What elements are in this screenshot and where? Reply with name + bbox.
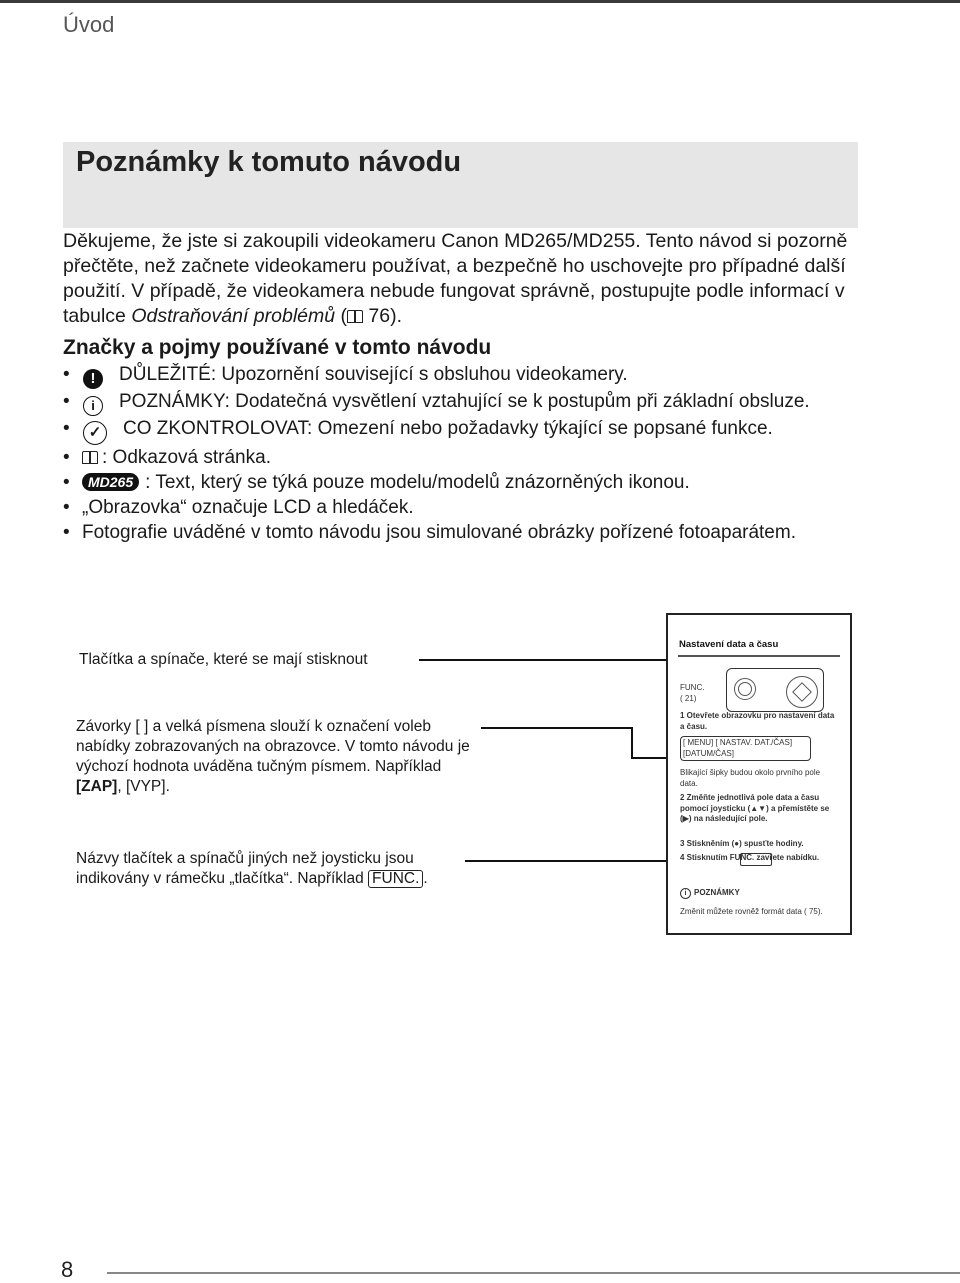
- intro-text: Děkujeme, že jste si zakoupili videokameru Canon MD265/MD255. Tento návod si pozorně přečtěte, než začnete videokameru používat, a bezpečně ho uschovejte pro případné další použití. V případě, že videokamera nebude fungovat správně, postupujte podle informací v tabulce: [63, 230, 848, 327]
- sample-title: Nastavení data a času: [679, 639, 779, 650]
- model-text: : Text, který se týká pouze modelu/modelů znázorněných ikonou.: [145, 472, 690, 493]
- brackets-text: Závorky [ ] a velká písmena slouží k označení voleb nabídky zobrazovaných na obrazovce. V tomto návodu je výchozí hodnota uváděna tučným písmem. Například: [76, 718, 470, 775]
- bold-example: [ZAP]: [76, 778, 118, 795]
- brackets-end: , [VYP].: [117, 778, 170, 795]
- callout-names: [76, 849, 476, 889]
- photos-text: Fotografie uváděné v tomto návodu jsou simulované obrázky pořízené fotoaparátem.: [82, 522, 796, 543]
- sample-notes: i POZNÁMKY: [680, 888, 840, 899]
- sample-notes-text: Změnit můžete rovněž formát data ( 75).: [680, 907, 823, 916]
- sample-page: [666, 613, 852, 935]
- leader-line: [631, 727, 633, 758]
- sample-step-3: 3 Stiskněním (●) spusťte hodiny.: [680, 839, 804, 848]
- sample-step-2: 2 Změňte jednotlivá pole data a času pomocí joysticku (▲▼) a přemístěte se (▶) na následující pole.: [680, 793, 830, 823]
- page-title: Poznámky k tomuto návodu: [76, 146, 462, 178]
- list-item: [63, 389, 883, 416]
- troubleshooting-ref: Odstraňování problémů: [131, 305, 336, 327]
- check-text: CO ZKONTROLOVAT: Omezení nebo požadavky týkající se popsané funkce.: [123, 418, 773, 439]
- list-item: [63, 470, 883, 495]
- book-icon: [82, 451, 98, 464]
- intro-paragraph: [63, 229, 863, 329]
- checkmark-icon: ✓: [83, 421, 107, 445]
- model-badge: MD265: [82, 473, 139, 491]
- sample-step-4: 4 Stisknutím FUNC. zavřete nabídku.: [680, 853, 820, 862]
- list-item: [63, 495, 883, 520]
- names-end: .: [423, 870, 428, 887]
- list-item: [63, 520, 883, 545]
- screen-text: „Obrazovka“ označuje LCD a hledáček.: [82, 497, 414, 518]
- sample-menu-path: [ MENU] [ NASTAV. DAT./ČAS] [DATUM/ČAS]: [680, 736, 811, 761]
- leader-line: [481, 727, 632, 729]
- book-icon: [347, 310, 363, 323]
- callout-brackets: [76, 717, 486, 797]
- page-number: 8: [61, 1257, 74, 1282]
- sample-func: FUNC. ( 21): [680, 683, 705, 703]
- sample-step-1: 1 Otevřete obrazovku pro nastavení data a času.: [680, 711, 835, 731]
- reference-text: : Odkazová stránka.: [102, 447, 271, 468]
- sample-func-box: [740, 853, 772, 866]
- title-box: [63, 142, 858, 228]
- sample-rule: [678, 655, 840, 657]
- notes-text: POZNÁMKY: Dodatečná vysvětlení vztahující se k postupům při základní obsluze.: [119, 391, 810, 412]
- intro-page-ref: 76).: [363, 305, 403, 327]
- footer-rule: [107, 1272, 960, 1274]
- callout-buttons: Tlačítka a spínače, které se mají stisknout: [79, 651, 368, 668]
- sample-step-1-note: Blikající šipky budou okolo prvního pole data.: [680, 768, 821, 788]
- sample-highlight-box: [726, 668, 824, 712]
- names-text: Názvy tlačítek a spínačů jiných než joysticku jsou indikovány v rámečku „tlačítka“. Například: [76, 850, 414, 887]
- intro-text-2: (: [335, 305, 348, 327]
- important-icon: !: [83, 369, 103, 389]
- list-item: [63, 362, 883, 389]
- top-rule: [0, 0, 960, 3]
- info-icon: i: [83, 396, 103, 416]
- func-button-example: FUNC.: [368, 870, 423, 888]
- info-icon: i: [680, 888, 691, 899]
- list-item: [63, 445, 883, 470]
- legend-heading: Značky a pojmy používané v tomto návodu: [63, 336, 492, 359]
- legend-list: [63, 362, 883, 545]
- important-text: DŮLEŽITÉ: Upozornění související s obsluhou videokamery.: [119, 364, 628, 385]
- list-item: [63, 416, 883, 445]
- section-label: Úvod: [63, 12, 115, 37]
